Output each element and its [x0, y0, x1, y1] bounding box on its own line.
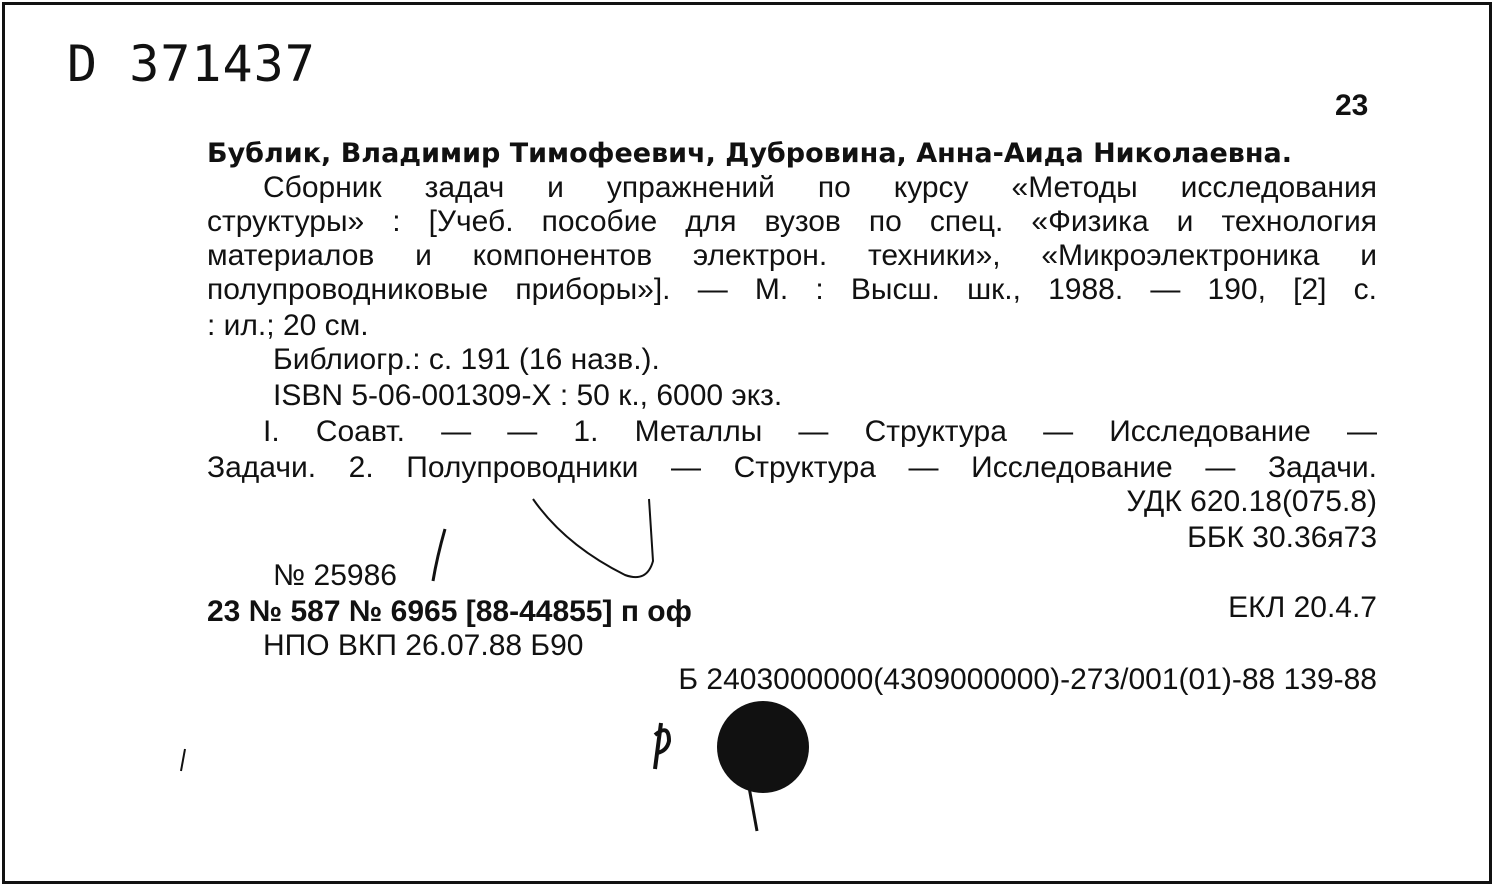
description-line-5: : ил.; 20 см. — [207, 309, 369, 342]
isbn-line: ISBN 5-06-001309-X : 50 к., 6000 экз. — [273, 379, 783, 412]
description-line-3: материалов и компонентов электрон. техники», «Микроэлектроника и — [207, 239, 1377, 272]
page-number: 23 — [1335, 89, 1369, 122]
record-number: № 25986 — [273, 559, 397, 592]
ink-drip-mark — [749, 787, 757, 831]
subjects-line-1: I. Соавт. — — 1. Металлы — Структура — Исследование — — [263, 415, 1377, 448]
publisher-code: НПО ВКП 26.07.88 Б90 — [263, 629, 584, 662]
pencil-tick-mark — [433, 529, 445, 581]
description-line-2: структуры» : [Учеб. пособие для вузов по спец. «Физика и технология — [207, 205, 1377, 238]
bbk-code: ББК 30.36я73 — [1187, 521, 1377, 554]
pencil-marks — [5, 5, 1489, 881]
description-line-4: полупроводниковые приборы»]. — М. : Высш. шк., 1988. — 190, [2] с. — [207, 273, 1377, 306]
ink-blot-icon — [717, 701, 809, 793]
authors: Бублик, Владимир Тимофеевич, Дубровина, Анна-Аида Николаевна. — [207, 138, 1292, 169]
description-line-1: Сборник задач и упражнений по курсу «Методы исследования — [263, 171, 1377, 204]
bibliography-note: Библиогр.: с. 191 (16 назв.). — [273, 343, 660, 376]
order-line: 23 № 587 № 6965 [88-44855] п оф — [207, 595, 692, 628]
small-pen-mark — [181, 749, 185, 771]
udk-code: УДК 620.18(075.8) — [1126, 485, 1377, 518]
subjects-line-2: Задачи. 2. Полупроводники — Структура — Исследование — Задачи. — [207, 451, 1377, 484]
pencil-curve-mark — [533, 499, 653, 577]
handwritten-code: D 371437 — [67, 35, 316, 93]
catalog-card — [2, 2, 1492, 884]
handwritten-r-mark — [655, 723, 669, 769]
ekl-code: ЕКЛ 20.4.7 — [1228, 591, 1377, 624]
catalog-code: Б 2403000000(4309000000)-273/001(01)-88 139-88 — [678, 663, 1377, 696]
